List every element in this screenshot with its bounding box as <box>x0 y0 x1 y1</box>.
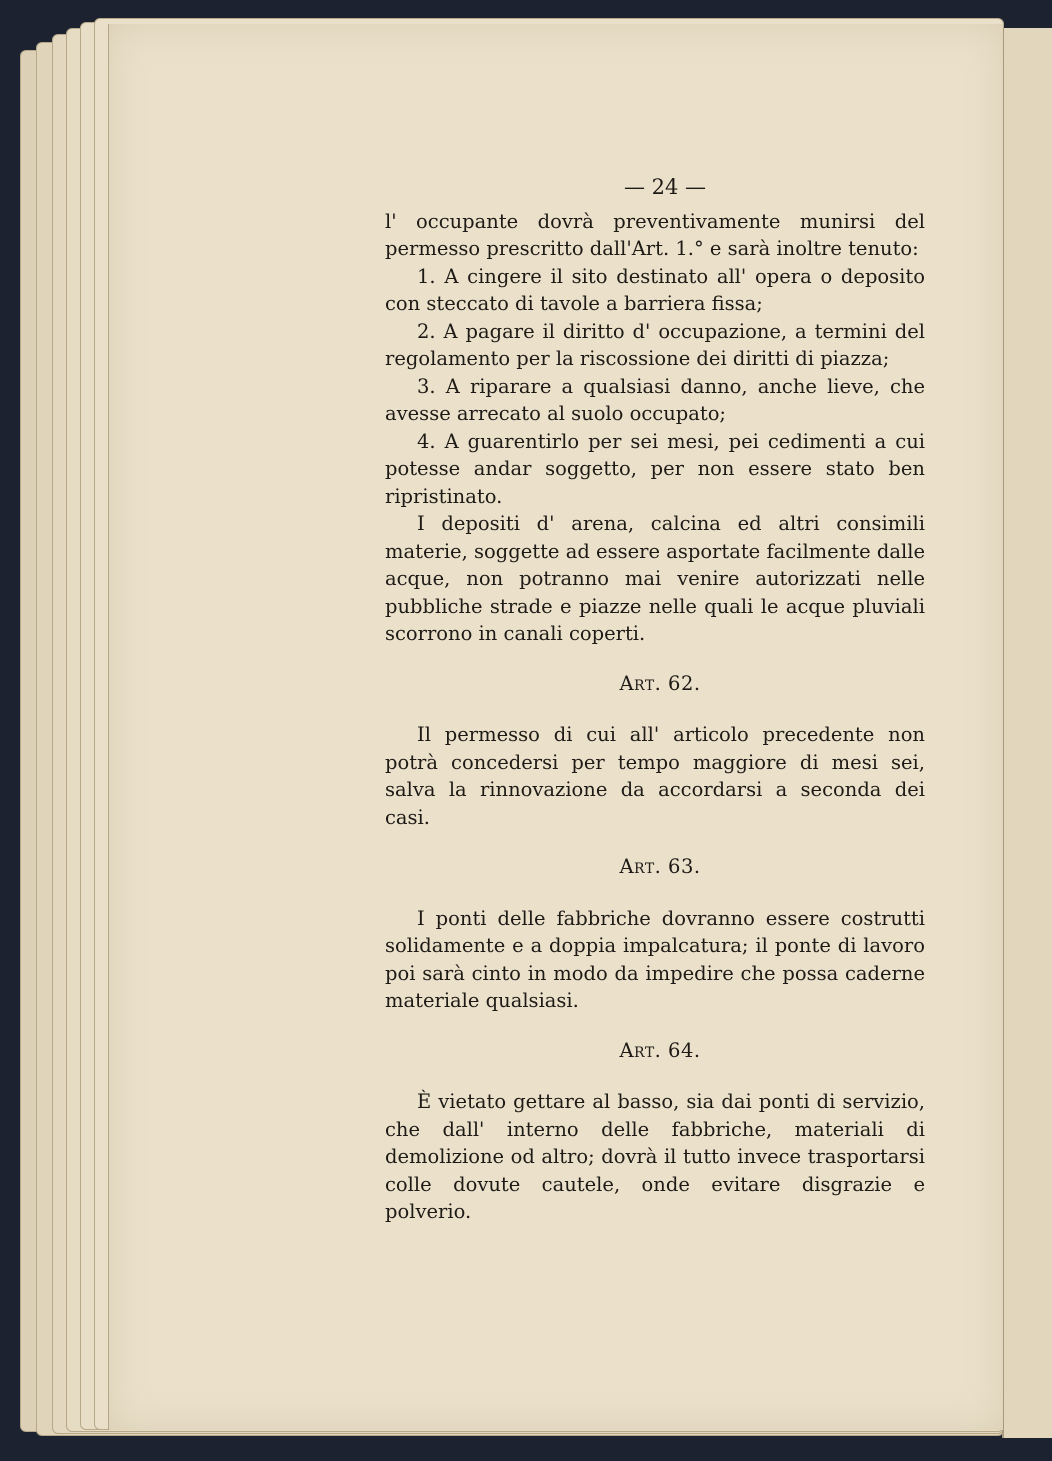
intro-paragraph: l' occupante dovrà preventivamente munirsi del permesso prescritto dall'Art. 1.° e sarà inoltre tenuto: <box>385 209 925 260</box>
article-heading-62: Art. 62. <box>619 671 701 695</box>
list-item-3: 3. A riparare a qualsiasi danno, anche lieve, che avesse arrecato al suolo occupato; <box>385 374 925 425</box>
page-text-block <box>385 174 925 1226</box>
page-number: — 24 — <box>623 175 707 199</box>
list-item-1: 1. A cingere il sito destinato all' opera o deposito con steccato di tavole a barriera fissa; <box>385 264 925 315</box>
article-text-62: Il permesso di cui all' articolo precedente non potrà concedersi per tempo maggiore di mesi sei, salva la rinnovazione da accordarsi a seconda dei casi. <box>385 723 925 829</box>
article-heading-64: Art. 64. <box>619 1038 701 1062</box>
facing-page-edge <box>1002 28 1052 1438</box>
article-text-63: I ponti delle fabbriche dovranno essere costrutti solidamente e a doppia impalcatura; il ponte di lavoro poi sarà cinto in modo da impedire che possa caderne materiale qualsiasi. <box>385 906 925 1012</box>
article-text-64: È vietato gettare al basso, sia dai ponti di servizio, che dall' interno delle fabbriche, materiali di demolizione od altro; dovrà il tutto invece trasportarsi colle dovute cautele, onde evitare disgrazie e polverio. <box>385 1090 925 1223</box>
list-item-4: 4. A guarentirlo per sei mesi, pei cedimenti a cui potesse andar soggetto, per non essere stato ben ripristinato. <box>385 429 925 508</box>
book-page <box>108 24 1003 1430</box>
article-heading-63: Art. 63. <box>619 855 701 878</box>
deposits-paragraph: I depositi d' arena, calcina ed altri consimili materie, soggette ad essere asportate facilmente dalle acque, non potranno mai venire autorizzati nelle pubbliche strade e piazze nelle quali le acque pluviali scorrono in canali coperti. <box>385 512 925 645</box>
list-item-2: 2. A pagare il diritto d' occupazione, a termini del regolamento per la riscossione dei diritti di piazza; <box>385 319 925 370</box>
